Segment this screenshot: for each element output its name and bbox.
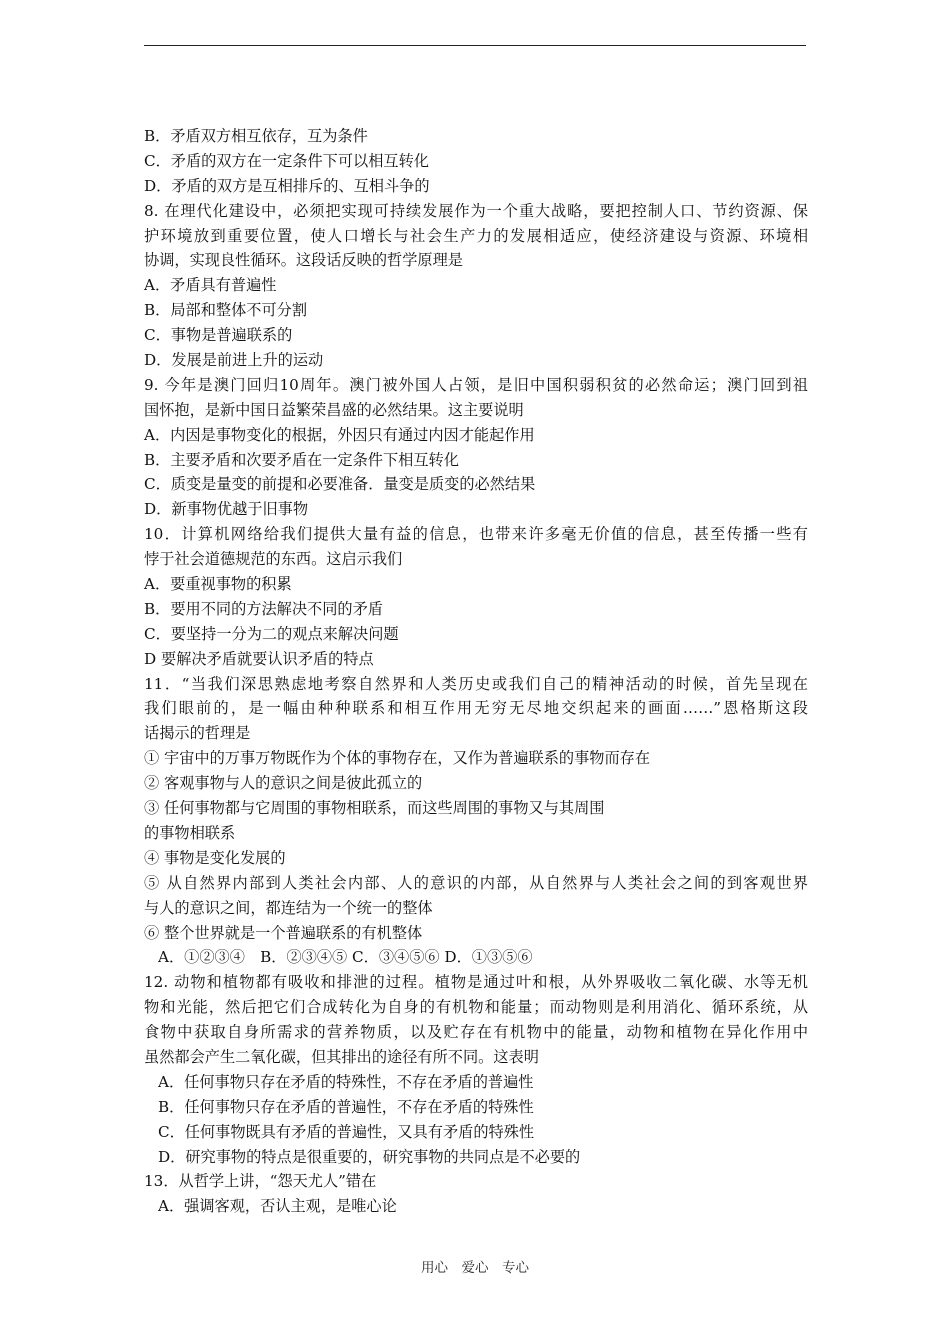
- document-body: [144, 124, 808, 1219]
- text-line: C．事物是普遍联系的: [144, 326, 293, 345]
- text-line: ⑥ 整个世界就是一个普遍联系的有机整体: [144, 923, 423, 942]
- text-line: D 要解决矛盾就要认识矛盾的特点: [144, 649, 374, 668]
- text-line: C．质变是量变的前提和必要准备．量变是质变的必然结果: [144, 475, 536, 494]
- text-line: 8. 在理代化建设中，必须把实现可持续发展作为一个重大战略，要把控制人口、节约资源、保: [144, 201, 808, 220]
- text-line: 的事物相联系: [144, 823, 236, 842]
- text-line: A．强调客观，否认主观，是唯心论: [158, 1197, 397, 1216]
- text-line: 12. 动物和植物都有吸收和排泄的过程。植物是通过叶和根，从外界吸收二氧化碳、水等无机: [144, 973, 808, 992]
- text-line: B．局部和整体不可分割: [144, 301, 308, 320]
- text-line: 9. 今年是澳门回归10周年。澳门被外国人占领，是旧中国积弱积贫的必然命运；澳门回到祖: [144, 375, 808, 394]
- text-line: 虽然都会产生二氧化碳，但其排出的途径有所不同。这表明: [144, 1047, 539, 1066]
- text-line: D．研究事物的特点是很重要的，研究事物的共同点是不必要的: [158, 1147, 581, 1166]
- text-line: ④ 事物是变化发展的: [144, 848, 286, 867]
- text-line: A．要重视事物的积累: [144, 575, 292, 594]
- text-line: C．任何事物既具有矛盾的普遍性，又具有矛盾的特殊性: [158, 1122, 535, 1141]
- text-line: B．主要矛盾和次要矛盾在一定条件下相互转化: [144, 450, 459, 469]
- text-line: A．内因是事物变化的根据，外因只有通过内因才能起作用: [144, 425, 535, 444]
- text-line: B．要用不同的方法解决不同的矛盾: [144, 599, 383, 618]
- text-line: 协调，实现良性循环。这段话反映的哲学原理是: [144, 251, 463, 270]
- text-line: 10．计算机网络给我们提供大量有益的信息，也带来许多毫无价值的信息，甚至传播一些有: [144, 525, 808, 544]
- text-line: A．矛盾具有普遍性: [144, 276, 277, 295]
- text-line: 11．“当我们深思熟虑地考察自然界和人类历史或我们自己的精神活动的时候，首先呈现在: [144, 674, 808, 693]
- text-line: 国怀抱，是新中国日益繁荣昌盛的必然结果。这主要说明: [144, 400, 524, 419]
- text-line: C．要坚持一分为二的观点来解决问题: [144, 624, 399, 643]
- text-line: 13．从哲学上讲，“怨天尤人”错在: [144, 1172, 377, 1191]
- page-footer: 用心 爱心 专心: [421, 1260, 529, 1276]
- text-line: B．矛盾双方相互依存，互为条件: [144, 127, 368, 145]
- text-line: 我们眼前的，是一幅由种种联系和相互作用无穷无尽地交织起来的画面……”恩格斯这段: [144, 699, 808, 718]
- text-line: 悖于社会道德规范的东西。这启示我们: [144, 550, 403, 569]
- text-line: ② 客观事物与人的意识之间是彼此孤立的: [144, 774, 423, 793]
- text-line: 物和光能，然后把它们合成转化为自身的有机物和能量；而动物则是利用消化、循环系统，从: [144, 998, 808, 1017]
- text-line: 与人的意识之间，都连结为一个统一的整体: [144, 898, 433, 917]
- text-line: D．矛盾的双方是互相排斥的、互相斗争的: [144, 176, 430, 195]
- text-line: A．任何事物只存在矛盾的特殊性，不存在矛盾的普遍性: [158, 1072, 534, 1091]
- text-line: D．发展是前进上升的运动: [144, 351, 324, 370]
- text-line: ③ 任何事物都与它周围的事物相联系，而这些周围的事物又与其周围: [144, 799, 605, 818]
- text-line: 护环境放到重要位置，使人口增长与社会生产力的发展相适应，使经济建设与资源、环境相: [144, 226, 808, 245]
- text-line: ⑤ 从自然界内部到人类社会内部、人的意识的内部，从自然界与人类社会之间的到客观世界: [144, 873, 808, 892]
- text-line: B．任何事物只存在矛盾的普遍性，不存在矛盾的特殊性: [158, 1097, 534, 1116]
- text-line: 话揭示的哲理是: [144, 724, 251, 743]
- text-line: 食物中获取自身所需求的营养物质，以及贮存在有机物中的能量，动物和植物在异化作用中: [144, 1023, 808, 1042]
- text-line: ① 宇宙中的万事万物既作为个体的事物存在，又作为普遍联系的事物而存在: [144, 749, 651, 768]
- text-line: A．①②③④ B．②③④⑤ C．③④⑤⑥ D．①③⑤⑥: [158, 948, 533, 967]
- text-line: D．新事物优越于旧事物: [144, 500, 309, 519]
- header-rule: [144, 45, 806, 46]
- text-line: C．矛盾的双方在一定条件下可以相互转化: [144, 151, 429, 170]
